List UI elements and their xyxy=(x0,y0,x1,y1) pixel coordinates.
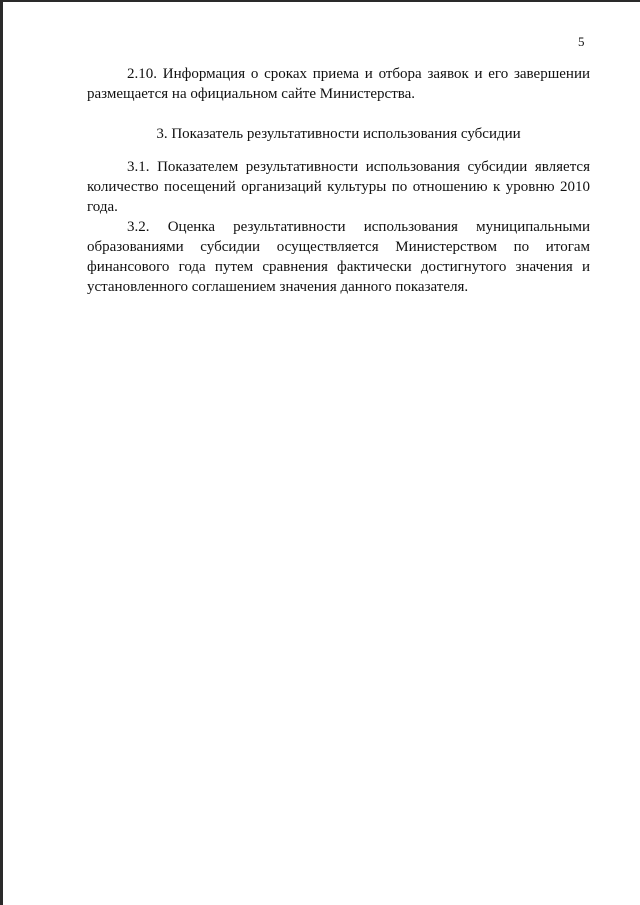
page-number: 5 xyxy=(578,34,585,49)
paragraph-2-10: 2.10. Информация о сроках приема и отбора заявок и его завершении размещается на официальном сайте Министерства. xyxy=(87,66,590,102)
paragraph-3-1: 3.1. Показателем результативности использования субсидии является количество посещений организаций культуры по отношению к уровню 2010 года. xyxy=(87,159,590,215)
scan-edge-top xyxy=(0,0,640,2)
document-body xyxy=(87,64,590,297)
scan-edge-left xyxy=(0,0,3,905)
paragraph-3-2: 3.2. Оценка результативности использования муниципальными образованиями субсидии осуществляется Министерством по итогам финансового года путем сравнения фактически достигнутого значения и установленного соглашением значения данного показателя. xyxy=(87,219,590,295)
section-3-heading: 3. Показатель результативности использования субсидии xyxy=(156,126,521,142)
